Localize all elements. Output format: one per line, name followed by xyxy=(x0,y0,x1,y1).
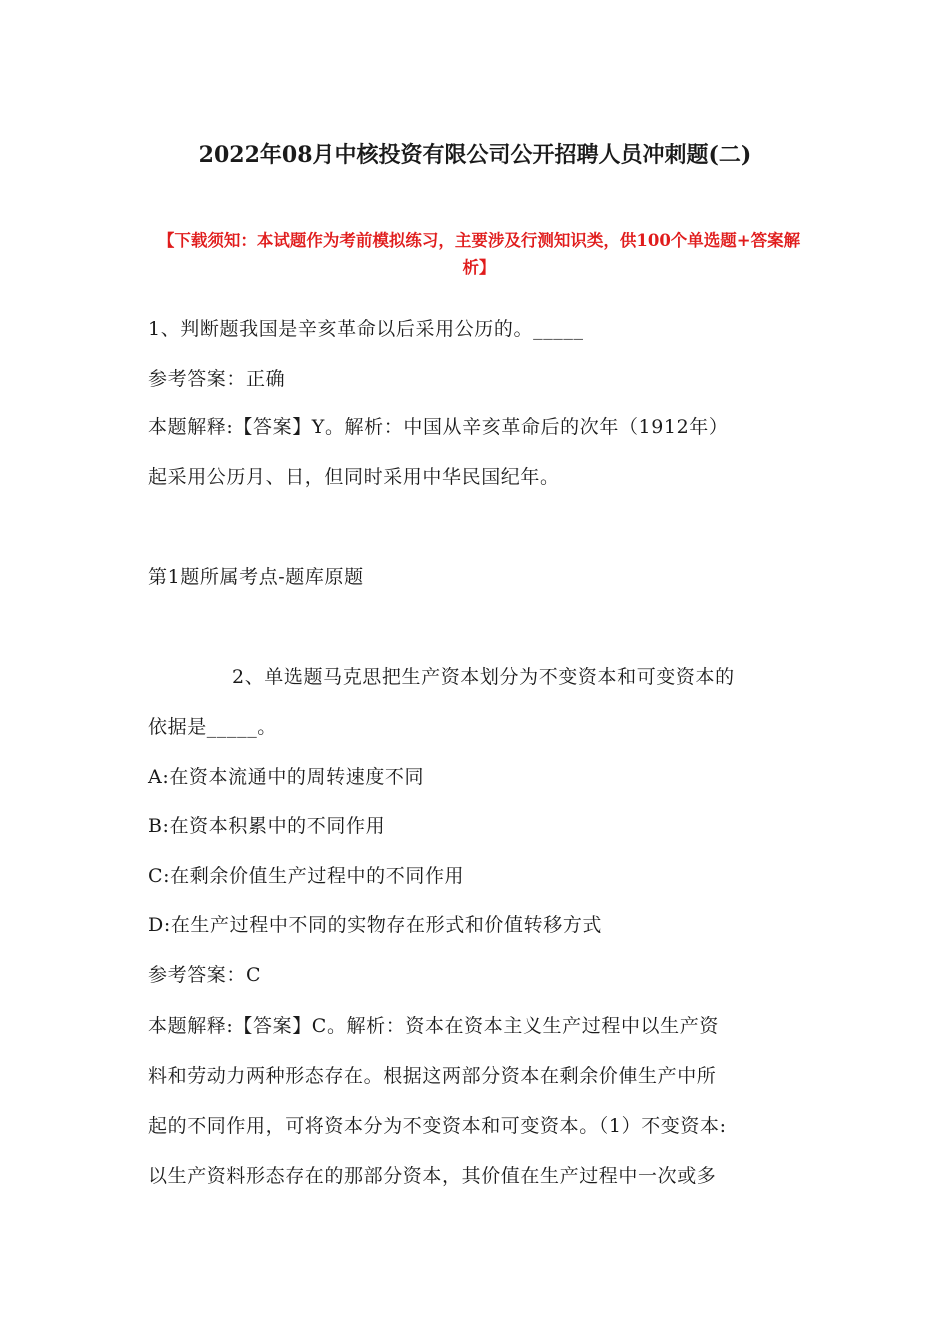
q2-question-line1: 2、单选题马克思把生产资本划分为不变资本和可变资本的 xyxy=(232,666,735,688)
q1-explanation-line1: 本题解释:【答案】Y。解析：中国从辛亥革命后的次年（1912年） xyxy=(148,416,729,438)
q2-explanation-line1: 本题解释:【答案】C。解析：资本在资本主义生产过程中以生产资 xyxy=(148,1015,719,1037)
q2-explanation-line2: 料和劳动力两种形态存在。根据这两部分资本在剩余价俥生产中所 xyxy=(148,1065,717,1087)
q2-answer: 参考答案：C xyxy=(148,964,262,986)
q1-explanation-line2: 起采用公历月、日，但同时采用中华民国纪年。 xyxy=(148,466,560,488)
q2-option-c: C:在剩余价值生产过程中的不同作用 xyxy=(148,865,465,887)
q1-question: 1、判断题我国是辛亥革命以后采用公历的。_____ xyxy=(148,318,584,340)
document-title: 2022年08月中核投资有限公司公开招聘人员冲刺题(二) xyxy=(198,142,752,168)
q1-source: 第1题所属考点-题库原题 xyxy=(148,566,364,588)
q2-question-line2: 依据是_____。 xyxy=(148,716,277,738)
q2-option-b: B:在资本积累中的不同作用 xyxy=(148,815,386,837)
q2-option-a: A:在资本流通中的周转速度不同 xyxy=(148,766,425,788)
q1-answer: 参考答案：正确 xyxy=(148,368,286,390)
q2-explanation-line4: 以生产资料形态存在的那部分资本，其价值在生产过程中一次或多 xyxy=(148,1165,717,1187)
q2-explanation-line3: 起的不同作用，可将资本分为不变资本和可变资本。（1）不变资本: xyxy=(148,1115,727,1137)
download-notice: 【下载须知：本试题作为考前模拟练习，主要涉及行测知识类，供100个单选题+答案解析】 xyxy=(157,231,801,277)
q2-option-d: D:在生产过程中不同的实物存在形式和价值转移方式 xyxy=(148,914,603,936)
